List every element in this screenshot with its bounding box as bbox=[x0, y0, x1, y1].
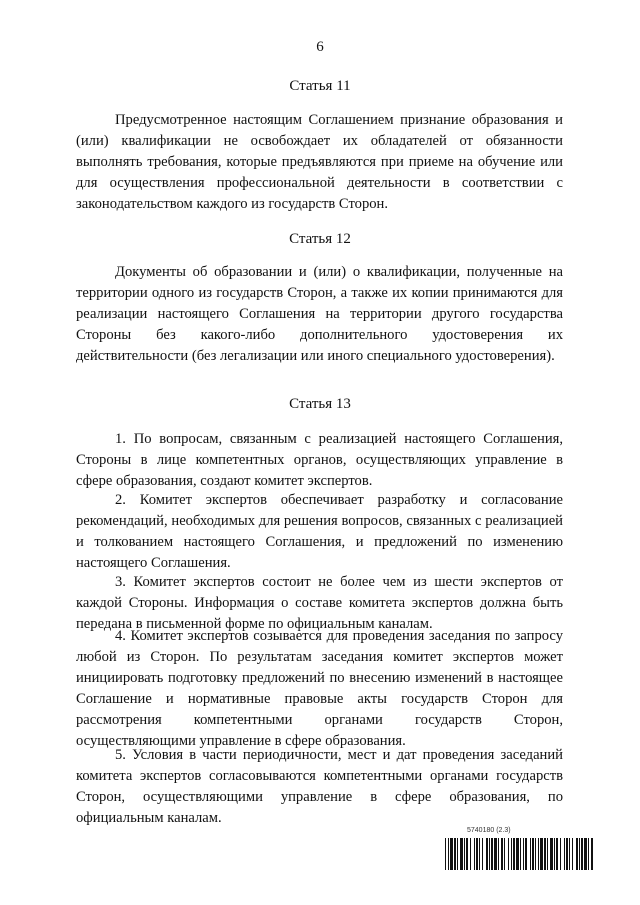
barcode-block bbox=[445, 827, 593, 870]
article-13-item-1: 1. По вопросам, связанным с реализацией настоящего Соглашения, Стороны в лице компетентных органов, осуществляющих управление в сфере образования, создают комитет экспертов. bbox=[76, 431, 563, 489]
article-13-item-5: 5. Условия в части периодичности, мест и дат проведения заседаний комитета экспертов согласовываются компетентными органами государств Сторон, осуществляющими управление в сфере образования, по официальным каналам. bbox=[76, 747, 563, 826]
barcode-icon bbox=[445, 838, 593, 870]
article-13-item-2: 2. Комитет экспертов обеспечивает разработку и согласование рекомендаций, необходимых для решения вопросов, связанных с реализацией и толкованием настоящего Соглашения, и предложений по изменению настоящего Соглашения. bbox=[76, 492, 563, 571]
article-13-item-4: 4. Комитет экспертов созывается для проведения заседания по запросу любой из Сторон. По результатам заседания комитет экспертов может инициировать подготовку предложений по внесению изменений в настоящее Соглашение и нормативные правовые акты государств Сторон для рассмотрения компетентными органами государств Сторон, осуществляющими управление в сфере образования. bbox=[76, 628, 563, 749]
article-11-paragraph: Предусмотренное настоящим Соглашением признание образования и (или) квалификации не освобождает их обладателей от обязанности выполнять требования, которые предъявляются при приеме на обучение или для осуществления профессиональной деятельности в соответствии с законодательством каждого из государств Сторон. bbox=[76, 112, 563, 212]
barcode-number: 5740180 (2.3) bbox=[467, 827, 511, 834]
article-12-paragraph: Документы об образовании и (или) о квалификации, полученные на территории одного из государств Сторон, а также их копии принимаются для реализации настоящего Соглашения на территории другого государства Стороны без какого-либо дополнительного удостоверения их действительности (без легализации или иного специального удостоверения). bbox=[76, 264, 563, 364]
article-11-title: Статья 11 bbox=[289, 78, 351, 94]
article-13-title: Статья 13 bbox=[289, 396, 351, 412]
article-13-item-3: 3. Комитет экспертов состоит не более чем из шести экспертов от каждой Стороны. Информация о составе комитета экспертов должна быть передана в письменной форме по официальным каналам. bbox=[76, 574, 563, 632]
article-12-title: Статья 12 bbox=[289, 231, 351, 247]
page-number: 6 bbox=[316, 39, 324, 55]
